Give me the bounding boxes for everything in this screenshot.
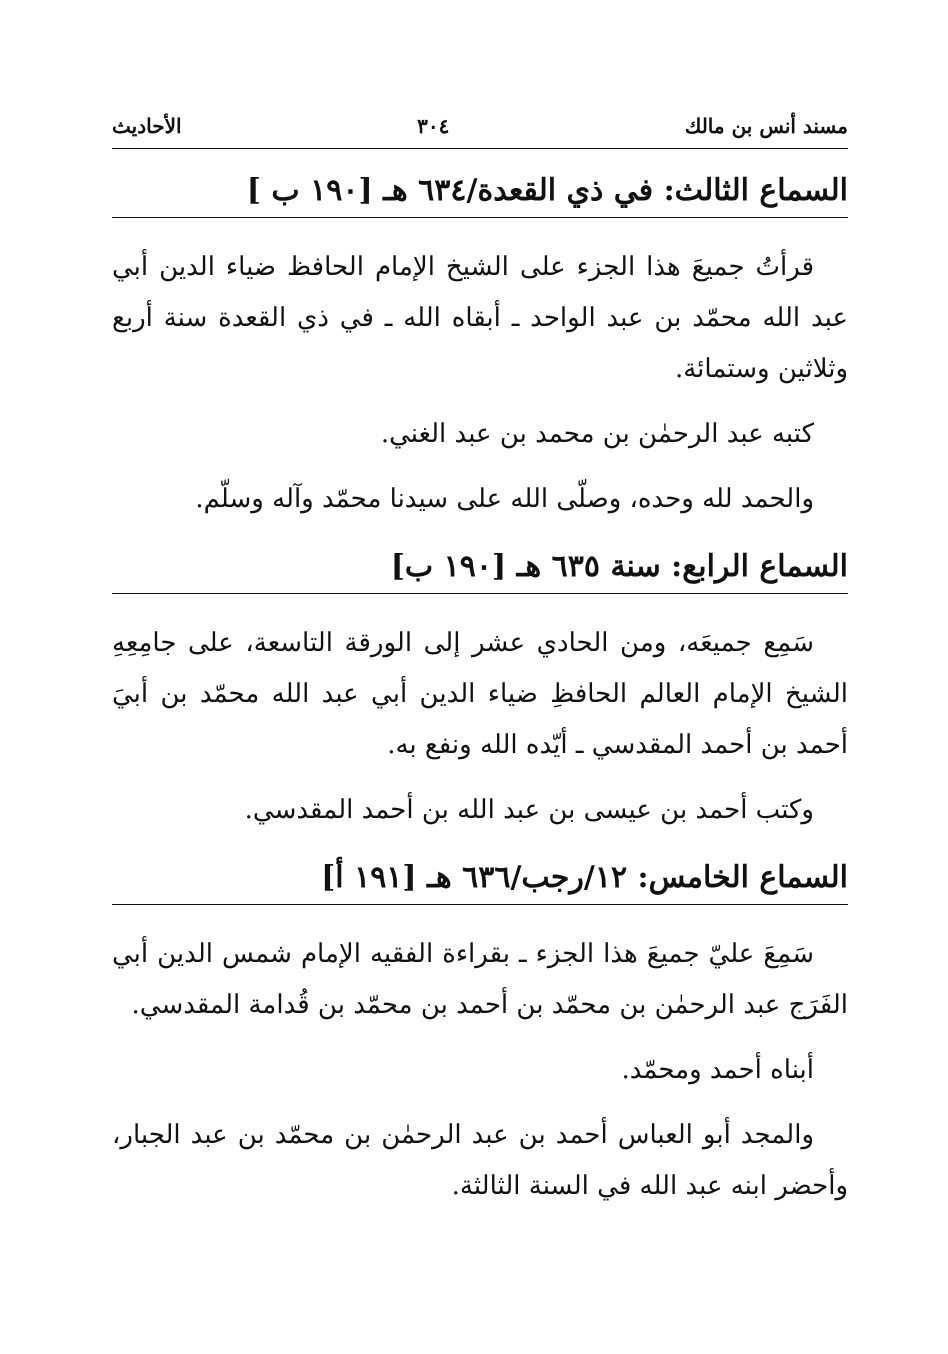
paragraph: سَمِعَ عليّ جميعَ هذا الجزء ـ بقراءة الفقيه الإمام شمس الدين أبي الفَرَج عبد الرحمٰن بن محمّد بن أحمد بن محمّد بن قُدامة المقدسي.	[112, 939, 848, 1020]
paragraph: والحمد لله وحده، وصلّى الله على سيدنا محمّد وآله وسلّم.	[195, 484, 814, 514]
book-title: مسند أنس بن مالك	[684, 114, 848, 138]
section-body	[112, 242, 848, 525]
chapter-title: الأحاديث	[112, 114, 182, 138]
paragraph: والمجد أبو العباس أحمد بن عبد الرحمٰن بن محمّد بن عبد الجبار، وأحضر ابنه عبد الله في السنة الثالثة.	[112, 1120, 848, 1201]
section-body	[112, 929, 848, 1212]
section-body	[112, 618, 848, 836]
page	[112, 112, 848, 1212]
section-title: السماع الخامس: ١٢/رجب/٦٣٦ هـ [١٩١ أ]	[112, 856, 848, 905]
running-header	[112, 112, 848, 149]
paragraph: قرأتُ جميعَ هذا الجزء على الشيخ الإمام الحافظ ضياء الدين أبي عبد الله محمّد بن عبد الواحد ـ أبقاه الله ـ في ذي القعدة سنة أربع وثلاثين وستمائة.	[112, 252, 848, 384]
paragraph: وكتب أحمد بن عيسى بن عبد الله بن أحمد المقدسي.	[244, 795, 814, 825]
page-number: ٣٠٤	[417, 114, 450, 138]
section-title: السماع الرابع: سنة ٦٣٥ هـ [١٩٠ ب]	[112, 545, 848, 594]
paragraph: كتبه عبد الرحمٰن بن محمد بن عبد الغني.	[380, 419, 814, 449]
section-fourth-hearing	[112, 545, 848, 836]
section-title: السماع الثالث: في ذي القعدة/٦٣٤ هـ [١٩٠ ب ]	[112, 169, 848, 218]
section-third-hearing	[112, 169, 848, 525]
paragraph: سَمِع جميعَه، ومن الحادي عشر إلى الورقة التاسعة، على جامِعِهِ الشيخ الإمام العالم الحافظِ ضياء الدين أبي عبد الله محمّد بن أبيَ أحمد بن أحمد المقدسي ـ أيّده الله ونفع به.	[112, 628, 848, 760]
paragraph: أبناه أحمد ومحمّد.	[621, 1055, 814, 1085]
section-fifth-hearing	[112, 856, 848, 1212]
